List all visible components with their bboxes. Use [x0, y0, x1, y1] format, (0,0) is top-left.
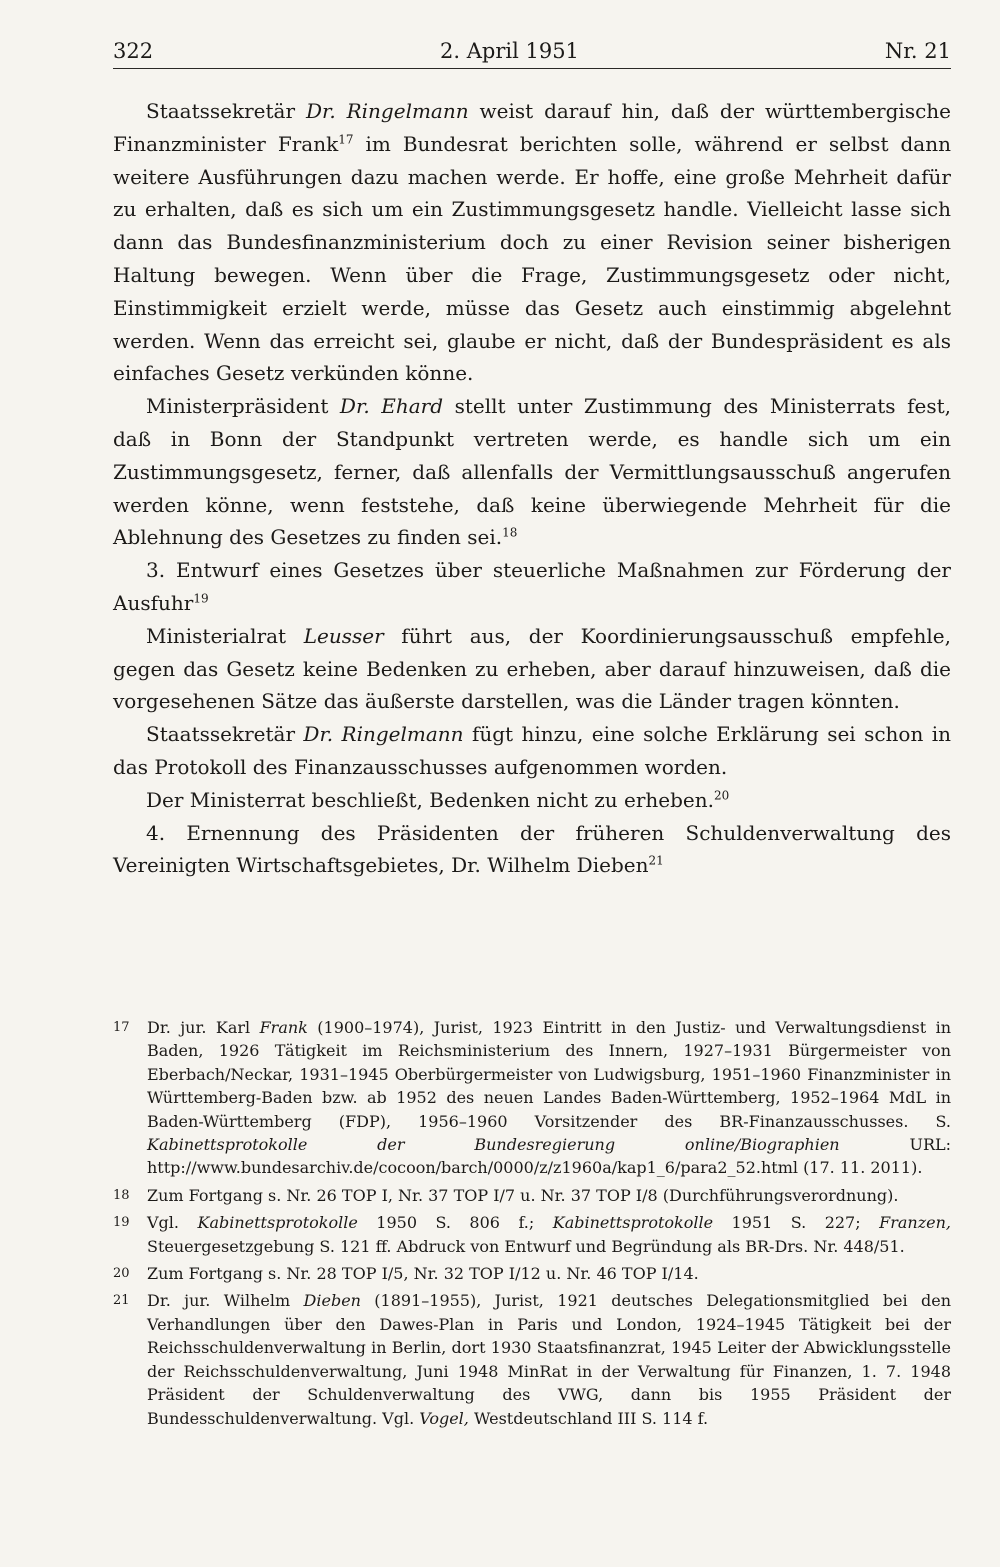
italic-text: Dr. Ehard	[339, 394, 444, 419]
footnote	[113, 1184, 951, 1207]
paragraph	[113, 95, 951, 390]
footnote	[113, 1289, 951, 1429]
footnote-number: 21	[113, 1293, 130, 1309]
text-run: 4. Ernennung des Präsidenten der früheren Schuldenverwaltung des Vereinigten Wirtschaftsgebietes, Dr. Wilhelm Dieben	[113, 820, 951, 878]
footnote-ref: 19	[193, 591, 209, 606]
text-run: Dr. jur. Karl	[147, 1018, 260, 1037]
header-date: 2. April 1951	[440, 39, 579, 63]
text-run: Staatssekretär	[146, 99, 306, 123]
italic-text: Frank	[259, 1018, 308, 1037]
italic-text: Dr. Ringelmann	[305, 99, 469, 123]
italic-text: Kabinettsprotokolle	[197, 1213, 358, 1233]
page	[113, 36, 951, 882]
footnote-number: 19	[113, 1215, 130, 1231]
footnote-text	[147, 1184, 951, 1207]
text-run: Vgl.	[147, 1213, 198, 1233]
italic-text: Kabinettsprotokolle der Bundesregierung online/Biographien	[147, 1135, 840, 1155]
paragraph	[113, 784, 951, 817]
text-run: Dr. jur. Wilhelm	[147, 1291, 304, 1311]
paragraph	[113, 718, 951, 784]
page-number: 322	[113, 39, 154, 63]
paragraph	[113, 554, 951, 620]
text-run: Zum Fortgang s. Nr. 28 TOP I/5, Nr. 32 TOP I/12 u. Nr. 46 TOP I/14.	[147, 1264, 699, 1284]
footnote-ref: 21	[648, 853, 664, 868]
footnote-number: 20	[113, 1266, 130, 1282]
paragraph	[113, 620, 951, 718]
text-run: Staatssekretär	[146, 722, 304, 747]
text-run: Der Ministerrat beschließt, Bedenken nicht zu erheben.	[146, 787, 715, 812]
italic-text: Dr. Ringelmann	[303, 722, 464, 747]
italic-text: Vogel,	[419, 1408, 469, 1428]
document-number: Nr. 21	[884, 39, 951, 63]
text-run: URL: http://www.bundesarchiv.de/cocoon/barch/0000/z/z1960a/kap1_6/para2_52.html (17. 11. 2011).	[147, 1135, 952, 1178]
paragraph	[113, 390, 951, 554]
italic-text: Dieben	[303, 1291, 361, 1311]
text-run: 1950 S. 806 f.;	[357, 1213, 553, 1233]
italic-text: Leusser	[303, 623, 384, 648]
text-run: führt aus, der Koordinierungsausschuß empfehle, gegen das Gesetz keine Bedenken zu erheben, aber darauf hinzuweisen, daß die vorgesehenen Sätze das äußerste darstellen, was die Länder tragen könnten.	[113, 623, 951, 714]
text-run: (1900–1974), Jurist, 1923 Eintritt in den Justiz- und Verwaltungsdienst in Baden, 1926 Tätigkeit im Reichsministerium des Innern, 1927–1931 Bürgermeister von Eberbach/Neckar, 1931–1945 Oberbürgermeister von Ludwigsburg, 1951–1960 Finanzminister in Württemberg-Baden bzw. ab 1952 des neuen Landes Baden-Württemberg, 1952–1964 MdL in Baden-Württemberg (FDP), 1956–1960 Vorsitzender des BR-Finanzausschusses. S.	[147, 1018, 952, 1131]
text-run: im Bundesrat berichten solle, während er selbst dann weitere Ausführungen dazu machen werde. Er hoffe, eine große Mehrheit dafür zu erhalten, daß es sich um ein Zustimmungsgesetz handle. Vielleicht lasse sich dann das Bundesfinanzministerium doch zu einer Revision seiner bisherigen Haltung bewegen. Wenn über die Frage, Zustimmungsgesetz oder nicht, Einstimmigkeit erzielt werde, müsse das Gesetz auch einstimmig abgelehnt werden. Wenn das erreicht sei, glaube er nicht, daß der Bundespräsident es als einfaches Gesetz verkünden könne.	[113, 131, 951, 386]
paragraph	[113, 817, 951, 883]
footnote-ref: 20	[714, 788, 730, 803]
text-run: Ministerialrat	[146, 623, 304, 648]
footnote-text	[147, 1211, 951, 1258]
body-text	[113, 95, 951, 882]
text-run: weist darauf hin, daß der württembergische Finanzminister Frank	[113, 99, 952, 156]
footnote-ref: 17	[338, 132, 354, 147]
text-run: fügt hinzu, eine solche Erklärung sei schon in das Protokoll des Finanzausschusses aufgenommen worden.	[113, 722, 952, 779]
footnote-text	[147, 1016, 951, 1180]
footnote-text	[147, 1289, 951, 1429]
italic-text: Kabinettsprotokolle	[552, 1213, 714, 1233]
text-run: Westdeutschland III S. 114 f.	[468, 1408, 709, 1428]
footnotes	[113, 1016, 951, 1434]
text-run: 1951 S. 227;	[713, 1213, 880, 1233]
footnote	[113, 1016, 951, 1180]
footnote-ref: 18	[502, 525, 518, 540]
footnote-number: 18	[113, 1187, 130, 1203]
footnote	[113, 1262, 951, 1285]
text-run: (1891–1955), Jurist, 1921 deutsches Delegationsmitglied bei den Verhandlungen über den Dawes-Plan in Paris und London, 1924–1945 Tätigkeit bei der Reichsschuldenverwaltung in Berlin, dort 1930 Staatsfinanzrat, 1945 Leiter der Abwicklungsstelle der Reichsschuldenverwaltung, Juni 1948 MinRat in der Verwaltung für Finanzen, 1. 7. 1948 Präsident der Schuldenverwaltung des VWG, dann bis 1955 Präsident der Bundesschuldenverwaltung. Vgl.	[147, 1291, 952, 1428]
text-run: Zum Fortgang s. Nr. 26 TOP I, Nr. 37 TOP I/7 u. Nr. 37 TOP I/8 (Durchführungsverordnung).	[147, 1185, 899, 1205]
footnote	[113, 1211, 951, 1258]
text-run: Steuergesetzgebung S. 121 ff. Abdruck von Entwurf und Begründung als BR-Drs. Nr. 448/51.	[147, 1236, 905, 1256]
footnote-text	[147, 1262, 951, 1285]
running-header	[113, 36, 951, 69]
text-run: 3. Entwurf eines Gesetzes über steuerliche Maßnahmen zur Förderung der Ausfuhr	[113, 558, 951, 615]
text-run: Ministerpräsident	[146, 394, 340, 419]
footnote-number: 17	[113, 1020, 130, 1035]
italic-text: Franzen,	[879, 1213, 951, 1233]
text-run: stellt unter Zustimmung des Ministerrats fest, daß in Bonn der Standpunkt vertreten werde, es handle sich um ein Zustimmungsgesetz, ferner, daß allenfalls der Vermittlungsausschuß angerufen werden könne, wenn feststehe, daß keine überwiegende Mehrheit für die Ablehnung des Gesetzes zu finden sei.	[113, 394, 951, 550]
